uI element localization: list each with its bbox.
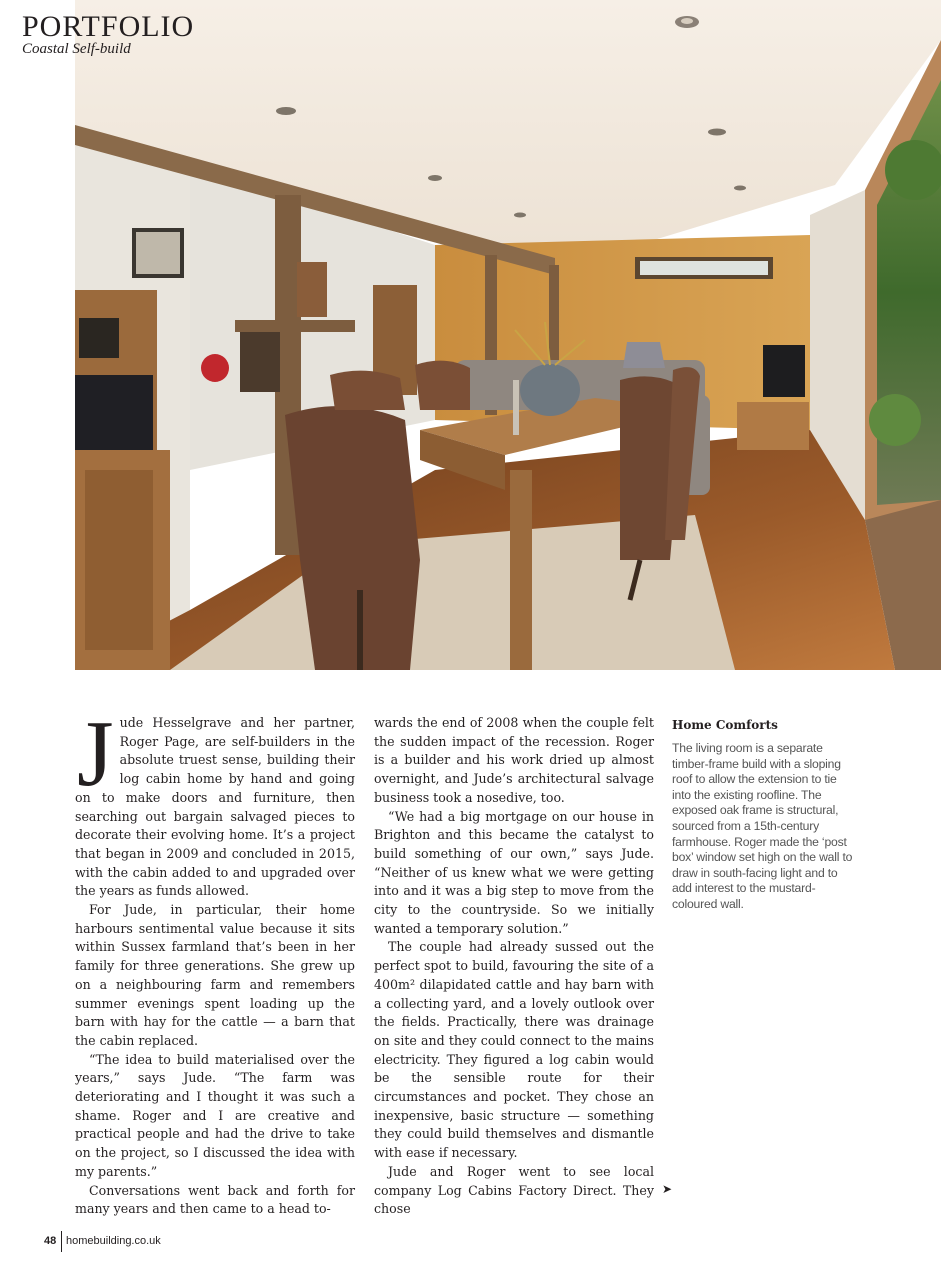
article-paragraph: Conversations went back and forth for many years and then came to a head to-	[75, 1182, 355, 1217]
downlight	[708, 129, 726, 136]
dining-room-illustration	[75, 0, 941, 670]
television	[763, 345, 805, 397]
downlight	[428, 175, 442, 181]
article-paragraph: wards the end of 2008 when the couple felt the sudden impact of the recession. Roger is a builder and his work dried up almost overnight, and Jude’s architectural salvage business took a nosedive, too.	[374, 715, 654, 805]
article-paragraph: Jude Hesselgrave and her partner, Roger Page, are self-builders in the absolute truest sense, building their log cabin home by hand and going on to make doors and furniture, then searching out bargain salvaged pieces to decorate their evolving home. It’s a project that began in 2009 and concluded in 2015, with the cabin added to and upgraded over the years as funds allowed.	[75, 702, 355, 899]
framed-photo	[79, 318, 119, 358]
article-paragraph: “The idea to build materialised over the years,” says Jude. “The farm was deteriorating and I thought it was such a shame. Roger and I are creative and practical people and had the drive to take on the project, so I discussed the idea with my parents.”	[75, 1051, 355, 1179]
wall-picture	[297, 262, 327, 317]
speaker	[75, 375, 153, 450]
page-number: 48	[44, 1235, 57, 1247]
footer-divider	[61, 1231, 62, 1252]
article-column-1	[75, 702, 355, 1219]
leather-chair	[415, 361, 470, 410]
leather-chair	[330, 371, 405, 410]
downlight	[514, 213, 526, 218]
candlestick	[513, 380, 519, 435]
lamp	[623, 342, 665, 368]
article-paragraph: The couple had already sussed out the perfect spot to build, favouring the site of a 400m² dilapidated cattle and hay barn with a collecting yard, and a lovely outlook over the fields. Practically, there was drainage on site and they could connect to the mains electricity. They figured a log cabin would be the sensible route for their circumstances and pocket. They chose an inexpensive, basic structure — something they could build themselves and dismantle with ease if necessary.	[374, 939, 654, 1161]
tv-cabinet	[737, 402, 809, 450]
caption-heading: Home Comforts	[672, 718, 778, 732]
article-paragraph: Jude and Roger went to see local company Log Cabins Factory Direct. They chose	[374, 1163, 654, 1217]
vase	[520, 364, 580, 416]
mantel	[235, 320, 355, 332]
photo-caption-box	[672, 717, 856, 913]
living-room-photo	[75, 0, 941, 670]
caption-text: The living room is a separate timber-frame build with a sloping roof to allow the extension to tie into the existing roofline. The exposed oak frame is structural, sourced from a 15th-century farmhouse. Roger made the ‘post box’ window set high on the wall to draw in south-facing light and to add interest to the mustard-coloured wall.	[672, 741, 853, 911]
article-paragraph: For Jude, in particular, their home harbours sentimental value because it sits within Sussex farmland that’s been in her family for three generations. She grew up on a neighbouring farm and remembers summer evenings spent loading up the barn with hay for the cattle — a barn that the cabin replaced.	[75, 902, 355, 1048]
website-link[interactable]: homebuilding.co.uk	[66, 1235, 161, 1247]
downlight	[734, 186, 746, 191]
article-paragraph: “We had a big mortgage on our house in Brighton and this became the catalyst to build something of our own,” says Jude. “Neither of us knew what we were getting into and it was a big step to move from the city to the countryside. So we initially wanted a temporary solution.”	[374, 808, 654, 936]
table-leg	[510, 470, 532, 670]
downlight	[276, 107, 296, 115]
continue-arrow-icon: ➤	[662, 1182, 673, 1196]
article-column-2	[374, 714, 654, 1219]
section-title: PORTFOLIO	[22, 10, 195, 43]
drop-cap: J	[77, 702, 114, 806]
section-subtitle: Coastal Self-build	[22, 41, 131, 57]
fire-extinguisher	[201, 354, 229, 382]
